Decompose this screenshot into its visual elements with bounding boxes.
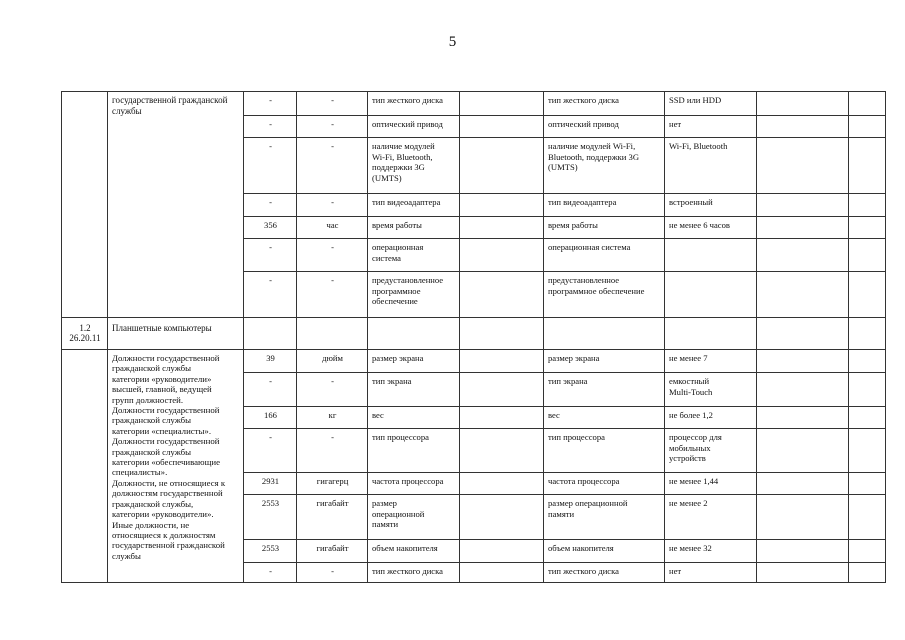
empty-cell [757, 563, 849, 583]
characteristic-cell: тип видеоадаптера [368, 194, 460, 217]
characteristic-cell-2: время работы [544, 217, 665, 239]
unit-name-cell: кг [297, 407, 368, 429]
value-cell-2: не менее 1,44 [665, 473, 757, 495]
unit-code-cell: 2931 [244, 473, 297, 495]
unit-code-cell: - [244, 194, 297, 217]
empty-cell [849, 563, 886, 583]
unit-name-cell: - [297, 194, 368, 217]
characteristic-cell: объем накопителя [368, 540, 460, 563]
characteristic-cell-2: предустановленное программное обеспечение [544, 272, 665, 318]
table-row [62, 350, 886, 373]
value-cell-2 [665, 239, 757, 272]
characteristic-cell-2: оптический привод [544, 116, 665, 138]
value-cell-2: не менее 7 [665, 350, 757, 373]
section-title: Планшетные компьютеры [108, 318, 244, 350]
characteristic-cell-2: тип процессора [544, 429, 665, 473]
value-cell [460, 540, 544, 563]
section-number-cell [62, 92, 108, 318]
value-cell-2: нет [665, 116, 757, 138]
empty-cell [849, 407, 886, 429]
characteristic-cell-2: тип экрана [544, 373, 665, 407]
empty-cell [849, 239, 886, 272]
characteristic-cell-2: частота процессора [544, 473, 665, 495]
unit-code-cell: - [244, 138, 297, 194]
characteristic-cell-2: размер экрана [544, 350, 665, 373]
value-cell [460, 92, 544, 116]
unit-name-cell: - [297, 239, 368, 272]
empty-cell [757, 540, 849, 563]
value-cell [460, 350, 544, 373]
value-cell [460, 407, 544, 429]
empty-cell [757, 239, 849, 272]
characteristic-cell: тип жесткого диска [368, 92, 460, 116]
characteristic-cell: тип процессора [368, 429, 460, 473]
unit-name-cell: гигабайт [297, 495, 368, 540]
empty-cell [757, 116, 849, 138]
value-cell-2: Wi-Fi, Bluetooth [665, 138, 757, 194]
value-cell [460, 373, 544, 407]
value-cell-2: нет [665, 563, 757, 583]
empty-cell [757, 318, 849, 350]
value-cell [460, 473, 544, 495]
empty-cell [849, 495, 886, 540]
characteristic-cell-2: тип жесткого диска [544, 92, 665, 116]
empty-cell [849, 373, 886, 407]
characteristic-cell: тип экрана [368, 373, 460, 407]
characteristic-cell-2: операционная система [544, 239, 665, 272]
empty-cell [849, 194, 886, 217]
empty-cell [757, 350, 849, 373]
characteristic-cell: вес [368, 407, 460, 429]
characteristic-cell: время работы [368, 217, 460, 239]
positions-cell: государственной гражданской службы [108, 92, 244, 318]
value-cell-2: емкостный Multi-Touch [665, 373, 757, 407]
empty-cell [665, 318, 757, 350]
unit-name-cell: - [297, 272, 368, 318]
empty-cell [757, 217, 849, 239]
value-cell-2: не менее 6 часов [665, 217, 757, 239]
empty-cell [757, 194, 849, 217]
empty-cell [544, 318, 665, 350]
characteristic-cell-2: тип видеоадаптера [544, 194, 665, 217]
characteristic-cell: размер экрана [368, 350, 460, 373]
unit-name-cell: - [297, 563, 368, 583]
unit-code-cell: - [244, 373, 297, 407]
section-number: 1.2 26.20.11 [62, 318, 108, 350]
empty-cell [244, 318, 297, 350]
value-cell-2 [665, 272, 757, 318]
value-cell-2: процессор для мобильных устройств [665, 429, 757, 473]
section-number-cell [62, 350, 108, 583]
value-cell [460, 429, 544, 473]
unit-name-cell: - [297, 116, 368, 138]
unit-name-cell: - [297, 429, 368, 473]
empty-cell [757, 272, 849, 318]
unit-name-cell: гигагерц [297, 473, 368, 495]
unit-name-cell: - [297, 373, 368, 407]
table-row [62, 92, 886, 116]
empty-cell [849, 217, 886, 239]
empty-cell [757, 407, 849, 429]
characteristic-cell: частота процессора [368, 473, 460, 495]
characteristic-cell: оптический привод [368, 116, 460, 138]
section-header-row [62, 318, 886, 350]
value-cell [460, 239, 544, 272]
unit-code-cell: - [244, 92, 297, 116]
empty-cell [849, 429, 886, 473]
unit-name-cell: гигабайт [297, 540, 368, 563]
value-cell [460, 217, 544, 239]
characteristic-cell: операционная система [368, 239, 460, 272]
empty-cell [849, 272, 886, 318]
unit-code-cell: - [244, 429, 297, 473]
value-cell [460, 116, 544, 138]
unit-name-cell: - [297, 92, 368, 116]
characteristic-cell-2: размер операционной памяти [544, 495, 665, 540]
empty-cell [757, 373, 849, 407]
value-cell-2: встроенный [665, 194, 757, 217]
value-cell-2: не менее 2 [665, 495, 757, 540]
value-cell [460, 194, 544, 217]
empty-cell [757, 429, 849, 473]
unit-code-cell: - [244, 272, 297, 318]
value-cell [460, 495, 544, 540]
characteristic-cell: тип жесткого диска [368, 563, 460, 583]
value-cell [460, 272, 544, 318]
unit-code-cell: 356 [244, 217, 297, 239]
empty-cell [757, 473, 849, 495]
value-cell-2: SSD или HDD [665, 92, 757, 116]
value-cell [460, 563, 544, 583]
unit-code-cell: 2553 [244, 495, 297, 540]
value-cell [460, 138, 544, 194]
characteristic-cell: наличие модулей Wi-Fi, Bluetooth, поддержки 3G (UMTS) [368, 138, 460, 194]
empty-cell [849, 318, 886, 350]
unit-code-cell: 2553 [244, 540, 297, 563]
empty-cell [849, 350, 886, 373]
requirements-table [61, 91, 886, 583]
characteristic-cell-2: объем накопителя [544, 540, 665, 563]
unit-name-cell: час [297, 217, 368, 239]
empty-cell [849, 473, 886, 495]
page-number: 5 [448, 34, 457, 50]
empty-cell [757, 92, 849, 116]
empty-cell [849, 92, 886, 116]
value-cell-2: не менее 32 [665, 540, 757, 563]
unit-code-cell: - [244, 563, 297, 583]
positions-cell: Должности государственной гражданской службы категории «руководители» высшей, главной, ведущей групп должностей. Должности государственной гражданской службы категории «специалисты». Должности государственной гражданской службы категории «обеспечивающие специалисты». Должности, не относящиеся к должностям государственной гражданской службы, категории «руководители». Иные должности, не относящиеся к должностям государственной гражданской службы [108, 350, 244, 583]
empty-cell [757, 138, 849, 194]
characteristic-cell: размер операционной памяти [368, 495, 460, 540]
empty-cell [368, 318, 460, 350]
empty-cell [849, 540, 886, 563]
unit-code-cell: 39 [244, 350, 297, 373]
empty-cell [849, 138, 886, 194]
empty-cell [849, 116, 886, 138]
unit-code-cell: - [244, 116, 297, 138]
empty-cell [757, 495, 849, 540]
unit-name-cell: - [297, 138, 368, 194]
unit-code-cell: 166 [244, 407, 297, 429]
unit-name-cell: дюйм [297, 350, 368, 373]
empty-cell [297, 318, 368, 350]
characteristic-cell: предустановленное программное обеспечение [368, 272, 460, 318]
characteristic-cell-2: тип жесткого диска [544, 563, 665, 583]
value-cell-2: не более 1,2 [665, 407, 757, 429]
characteristic-cell-2: вес [544, 407, 665, 429]
unit-code-cell: - [244, 239, 297, 272]
characteristic-cell-2: наличие модулей Wi-Fi, Bluetooth, поддержки 3G (UMTS) [544, 138, 665, 194]
empty-cell [460, 318, 544, 350]
